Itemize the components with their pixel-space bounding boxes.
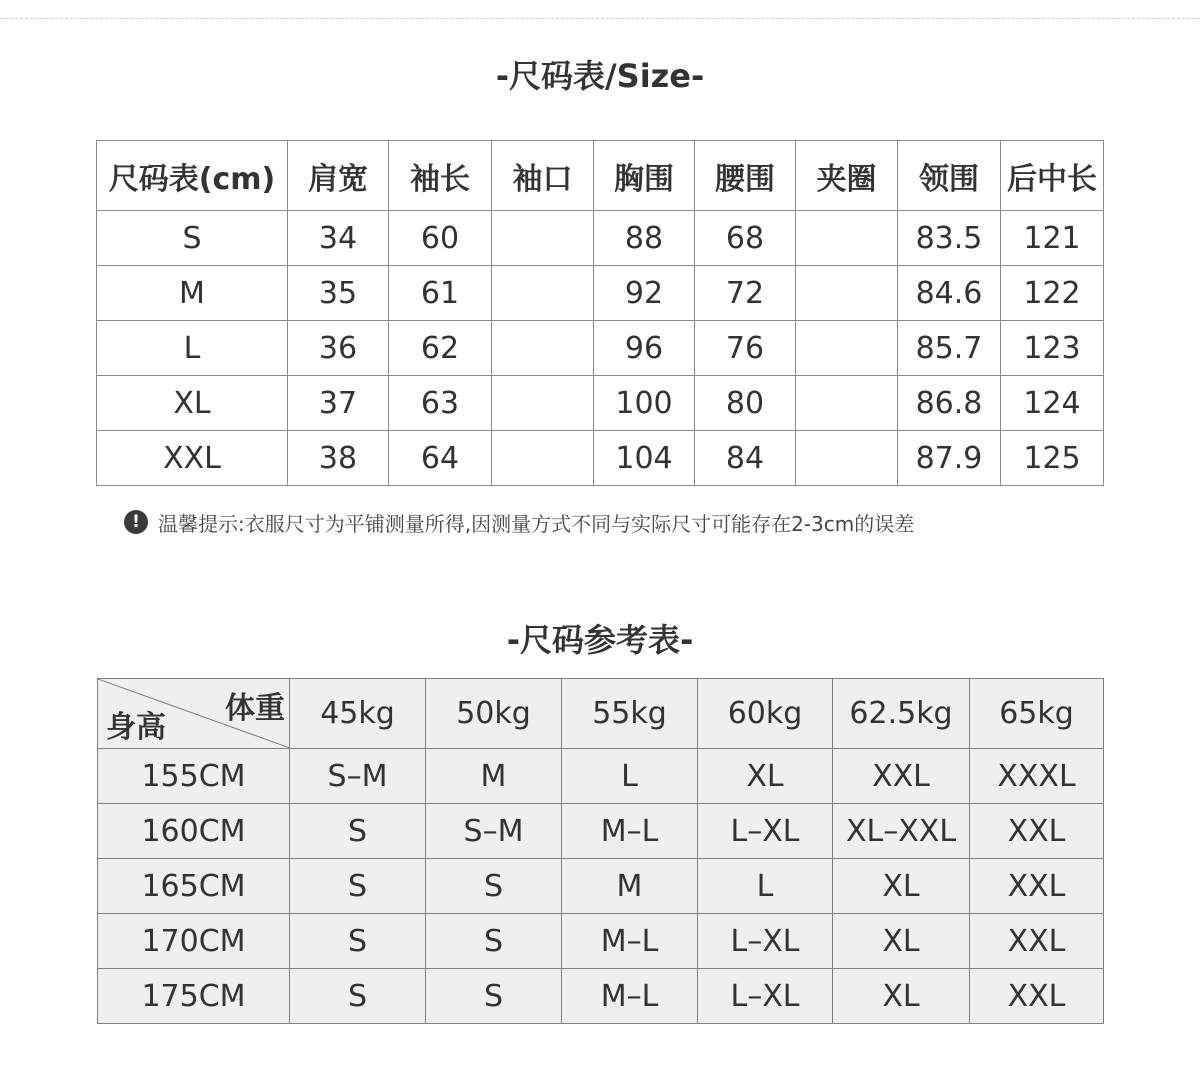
table-cell: L–XL [698,804,833,859]
table-cell: S [426,969,562,1024]
header-chest: 胸围 [594,141,695,211]
table-cell: M [426,749,562,804]
size-table [96,140,1104,486]
table-cell: XXXL [970,749,1104,804]
exclamation-circle-icon: ! [124,510,148,534]
weight-header: 55kg [562,679,698,749]
table-cell [796,211,898,266]
header-cuff: 袖口 [492,141,594,211]
table-cell [796,321,898,376]
table-cell: 68 [695,211,796,266]
table-cell: 104 [594,431,695,486]
table-cell: S [290,914,426,969]
height-label: 身高 [106,710,166,745]
table-cell: M [97,266,288,321]
table-cell: S [426,859,562,914]
table-cell [492,431,594,486]
table-cell: 88 [594,211,695,266]
table-cell [492,211,594,266]
table-cell: XL [833,914,970,969]
table-cell: 34 [288,211,389,266]
height-cell: 175CM [98,969,290,1024]
table-cell [492,376,594,431]
table-cell: L–XL [698,969,833,1024]
table-cell: S [290,969,426,1024]
table-cell [796,376,898,431]
table-cell: 123 [1001,321,1104,376]
table-cell: 83.5 [898,211,1001,266]
table-row [98,749,1104,804]
table-cell: M–L [562,914,698,969]
table-cell: 92 [594,266,695,321]
table-cell: M–L [562,804,698,859]
weight-header: 45kg [290,679,426,749]
table-cell: 122 [1001,266,1104,321]
table-cell: 60 [389,211,492,266]
table-cell [492,266,594,321]
table-row [97,376,1104,431]
size-reference-table [97,678,1104,1024]
header-shoulder: 肩宽 [288,141,389,211]
table-cell: XXL [970,804,1104,859]
table-row [97,431,1104,486]
reference-header-row [98,679,1104,749]
reference-table-title: -尺码参考表- [506,621,694,659]
table-cell: XL [833,859,970,914]
table-cell: 36 [288,321,389,376]
weight-header: 60kg [698,679,833,749]
weight-height-corner-cell [98,679,290,749]
table-cell: XXL [970,914,1104,969]
table-cell: XL [97,376,288,431]
height-cell: 170CM [98,914,290,969]
table-cell: 37 [288,376,389,431]
table-cell: XXL [970,969,1104,1024]
table-row [97,266,1104,321]
table-row [98,969,1104,1024]
table-cell [796,431,898,486]
header-collar: 领围 [898,141,1001,211]
table-cell: 84.6 [898,266,1001,321]
table-cell [796,266,898,321]
table-cell: 63 [389,376,492,431]
table-cell: 72 [695,266,796,321]
measurement-tip [124,508,914,536]
weight-header: 62.5kg [833,679,970,749]
table-cell: 38 [288,431,389,486]
table-cell: 100 [594,376,695,431]
table-cell: 87.9 [898,431,1001,486]
table-cell [492,321,594,376]
table-cell: XL–XXL [833,804,970,859]
table-cell: 80 [695,376,796,431]
weight-header: 50kg [426,679,562,749]
table-cell: L–XL [698,914,833,969]
header-sleeve-length: 袖长 [389,141,492,211]
height-cell: 165CM [98,859,290,914]
table-cell: 96 [594,321,695,376]
weight-label: 体重 [225,691,285,726]
header-back-length: 后中长 [1001,141,1104,211]
table-cell: XL [698,749,833,804]
table-cell: XL [833,969,970,1024]
weight-header: 65kg [970,679,1104,749]
table-cell: 35 [288,266,389,321]
height-cell: 160CM [98,804,290,859]
table-row [98,804,1104,859]
dashed-divider [0,18,1200,19]
table-cell: XXL [833,749,970,804]
header-waist: 腰围 [695,141,796,211]
table-cell: S [290,804,426,859]
table-cell: 76 [695,321,796,376]
table-row [97,211,1104,266]
table-cell: XXL [970,859,1104,914]
table-cell: L [562,749,698,804]
header-size-cm: 尺码表(cm) [97,141,288,211]
table-cell: 121 [1001,211,1104,266]
height-cell: 155CM [98,749,290,804]
table-cell: 62 [389,321,492,376]
table-cell: S–M [290,749,426,804]
table-cell: 124 [1001,376,1104,431]
table-cell: 86.8 [898,376,1001,431]
table-cell: S–M [426,804,562,859]
table-cell: 61 [389,266,492,321]
table-cell: S [290,859,426,914]
table-cell: 84 [695,431,796,486]
table-cell: XXL [97,431,288,486]
table-cell: M [562,859,698,914]
table-row [98,914,1104,969]
size-table-title: -尺码表/Size- [495,57,705,95]
table-cell: 125 [1001,431,1104,486]
tip-text: 温馨提示:衣服尺寸为平铺测量所得,因测量方式不同与实际尺寸可能存在2-3cm的误差 [158,511,915,536]
table-cell: S [426,914,562,969]
size-table-header-row [97,141,1104,211]
table-cell: L [97,321,288,376]
table-row [98,859,1104,914]
header-armhole: 夹圈 [796,141,898,211]
table-cell: L [698,859,833,914]
table-cell: 64 [389,431,492,486]
table-row [97,321,1104,376]
table-cell: M–L [562,969,698,1024]
table-cell: S [97,211,288,266]
table-cell: 85.7 [898,321,1001,376]
